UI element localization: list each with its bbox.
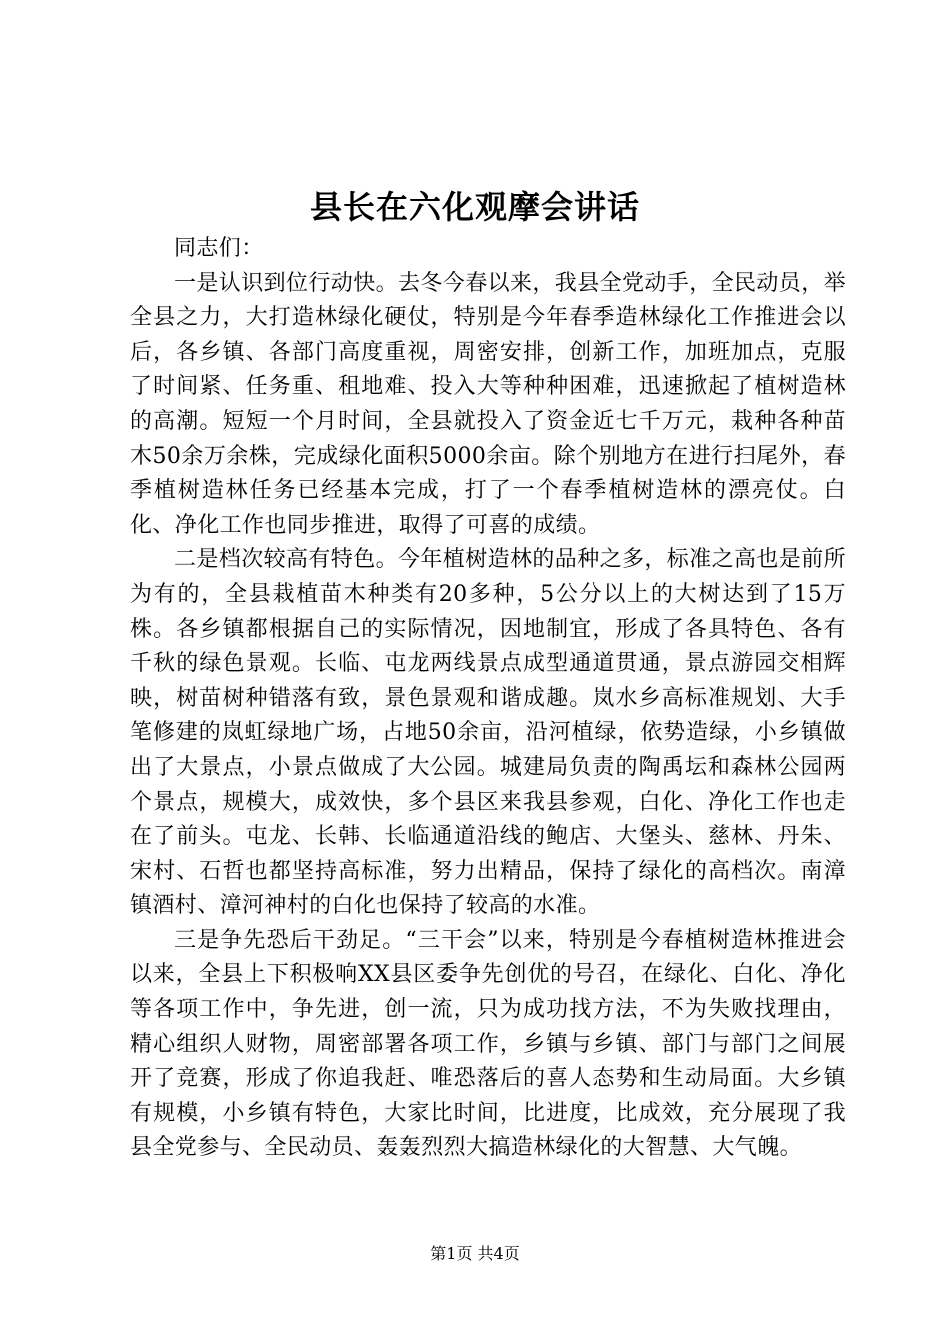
page-footer bbox=[0, 1242, 950, 1266]
document-body bbox=[130, 232, 846, 1166]
page-number-label: 第1页 共4页 bbox=[430, 1244, 520, 1263]
document-title: 县长在六化观摩会讲话 bbox=[309, 188, 640, 226]
paragraph-2: 二是档次较高有特色。今年植树造林的品种之多，标准之高也是前所为有的，全县栽植苗木种类有20多种，5公分以上的大树达到了15万株。各乡镇都根据自己的实际情况，因地制宜，形成了各具特色、各有千秋的绿色景观。长临、屯龙两线景点成型通道贯通，景点游园交相辉映，树苗树种错落有致，景色景观和谐成趣。岚水乡高标准规划、大手笔修建的岚虹绿地广场，占地50余亩，沿河植绿，依势造绿，小乡镇做出了大景点，小景点做成了大公园。城建局负责的陶禹坛和森林公园两个景点，规模大，成效快，多个县区来我县参观，白化、净化工作也走在了前头。屯龙、长韩、长临通道沿线的鲍店、大堡头、慈林、丹朱、宋村、石哲也都坚持高标准，努力出精品，保持了绿化的高档次。南漳镇酒村、漳河神村的白化也保持了较高的水准。 bbox=[130, 547, 847, 919]
paragraph-1: 一是认识到位行动快。去冬今春以来，我县全党动手，全民动员，举全县之力，大打造林绿化硬仗，特别是今年春季造林绿化工作推进会以后，各乡镇、各部门高度重视，周密安排，创新工作，加班加点，克服了时间紧、任务重、租地难、投入大等种种困难，迅速掀起了植树造林的高潮。短短一个月时间，全县就投入了资金近七千万元，栽种各种苗木50余万余株，完成绿化面积5000余亩。除个别地方在进行扫尾外，春季植树造林任务已经基本完成，打了一个春季植树造林的漂亮仗。白化、净化工作也同步推进，取得了可喜的成绩。 bbox=[130, 270, 847, 538]
paragraph-3: 三是争先恐后干劲足。“三干会”以来，特别是今春植树造林推进会以来，全县上下积极响XX县区委争先创优的号召，在绿化、白化、净化等各项工作中，争先进，创一流，只为成功找方法，不为失败找理由，精心组织人财物，周密部署各项工作，乡镇与乡镇、部门与部门之间展开了竞赛，形成了你追我赶、唯恐落后的喜人态势和生动局面。大乡镇有规模，小乡镇有特色，大家比时间，比进度，比成效，充分展现了我县全党参与、全民动员、轰轰烈烈大搞造林绿化的大智慧、大气魄。 bbox=[130, 927, 846, 1161]
salutation: 同志们： bbox=[174, 236, 264, 261]
